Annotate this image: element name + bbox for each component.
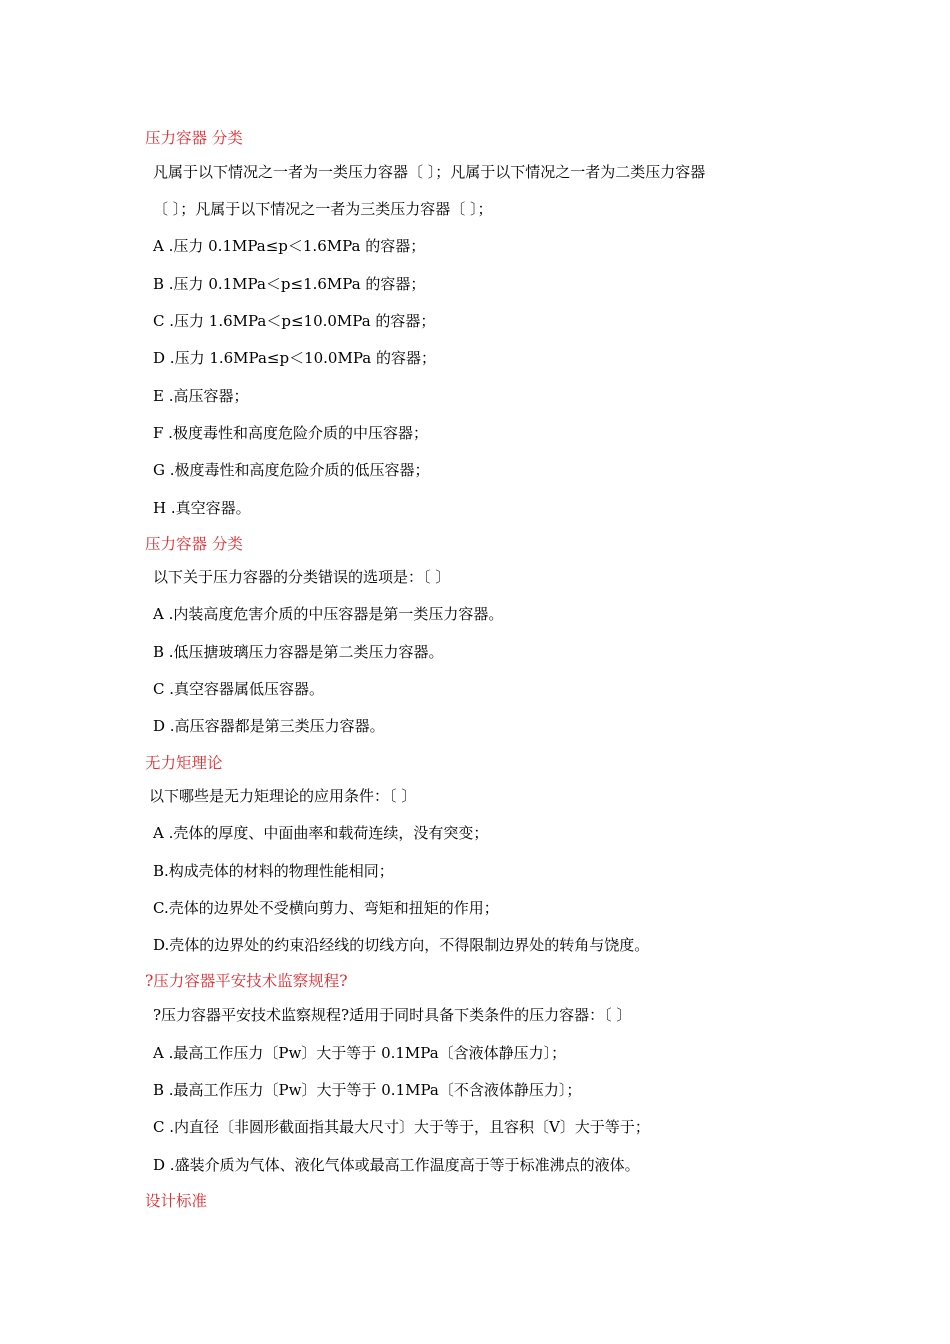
option-c: C .真空容器属低压容器。 [153, 680, 325, 698]
option-d: D .压力 1.6MPa≤p＜10.0MPa 的容器； [153, 349, 436, 367]
question-line: 以下关于压力容器的分类错误的选项是：〔 〕 [153, 568, 451, 586]
section-heading: 设计标准 [145, 1192, 208, 1210]
question-line: 凡属于以下情况之一者为一类压力容器〔 〕；凡属于以下情况之一者为二类压力容器 [153, 163, 706, 181]
option-d: D .高压容器都是第三类压力容器。 [153, 717, 385, 735]
option-a: A .内装高度危害介质的中压容器是第一类压力容器。 [153, 605, 504, 623]
option-d: D.壳体的边界处的约束沿经线的切线方向，不得限制边界处的转角与饶度。 [153, 936, 650, 954]
section-heading: ?压力容器平安技术监察规程? [145, 972, 348, 990]
option-c: C .内直径〔非圆形截面指其最大尺寸〕大于等于，且容积〔V〕大于等于； [153, 1118, 650, 1136]
option-d: D .盛装介质为气体、液化气体或最高工作温度高于等于标准沸点的液体。 [153, 1156, 640, 1174]
option-b: B .压力 0.1MPa＜p≤1.6MPa 的容器； [153, 275, 426, 293]
question-line: 〔 〕；凡属于以下情况之一者为三类压力容器〔 〕； [153, 200, 493, 218]
question-line: 以下哪些是无力矩理论的应用条件：〔 〕 [149, 787, 417, 805]
option-e: E .高压容器； [153, 387, 249, 405]
option-g: G .极度毒性和高度危险介质的低压容器； [153, 461, 430, 479]
option-a: A .壳体的厚度、中面曲率和载荷连续，没有突变； [153, 824, 489, 842]
option-b: B .低压搪玻璃压力容器是第二类压力容器。 [153, 643, 444, 661]
option-a: A .压力 0.1MPa≤p＜1.6MPa 的容器； [153, 237, 426, 255]
option-a: A .最高工作压力〔Pw〕大于等于 0.1MPa〔含液体静压力〕； [153, 1044, 567, 1062]
question-line: ?压力容器平安技术监察规程?适用于同时具备下类条件的压力容器：〔 〕 [153, 1006, 632, 1024]
option-b: B .最高工作压力〔Pw〕大于等于 0.1MPa〔不含液体静压力〕； [153, 1081, 582, 1099]
option-b: B.构成壳体的材料的物理性能相同； [153, 862, 394, 880]
option-c: C .压力 1.6MPa＜p≤10.0MPa 的容器； [153, 312, 436, 330]
option-f: F .极度毒性和高度危险介质的中压容器； [153, 424, 428, 442]
section-heading: 压力容器 分类 [145, 535, 243, 553]
section-heading: 无力矩理论 [145, 754, 223, 772]
option-c: C.壳体的边界处不受横向剪力、弯矩和扭矩的作用； [153, 899, 499, 917]
section-heading: 压力容器 分类 [145, 129, 243, 147]
option-h: H .真空容器。 [153, 499, 251, 517]
